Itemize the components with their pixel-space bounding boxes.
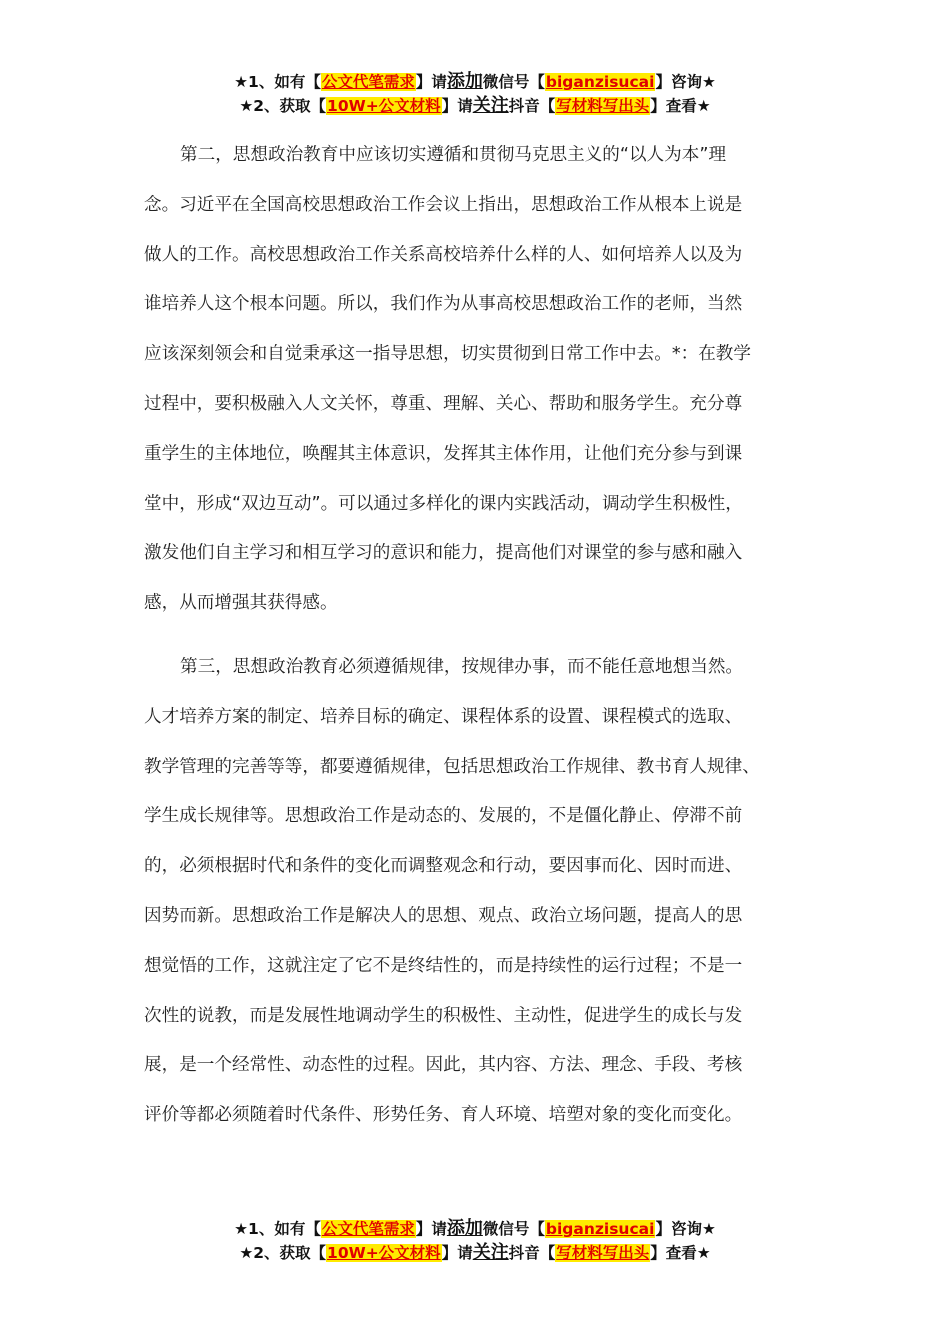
banner-line-1: [0, 1217, 950, 1241]
highlight-service: 公文代笔需求: [321, 1220, 415, 1238]
banner-text: 】咨询★: [655, 73, 716, 91]
banner-text: 抖音【: [508, 1244, 556, 1262]
banner-text: 】请: [415, 73, 447, 91]
emphasis-text: 添加: [446, 1218, 483, 1239]
text-line: 学生成长规律等。思想政治工作是动态的、发展的，不是僵化静止、停滞不前: [144, 806, 743, 827]
highlight-materials: 10W+公文材料: [327, 97, 441, 115]
footer-banner: [0, 1217, 950, 1265]
document-body: [144, 131, 834, 1141]
banner-text: 】请: [441, 1244, 473, 1262]
text-line: 评价等都必须随着时代条件、形势任务、育人环境、培塑对象的变化而变化。: [144, 1105, 743, 1126]
text-line: 应该深刻领会和自觉秉承这一指导思想，切实贯彻到日常工作中去。*：在教学: [144, 344, 751, 365]
banner-line-2: [0, 94, 950, 118]
text-line: 感，从而增强其获得感。: [144, 593, 338, 614]
header-banner: [0, 70, 950, 118]
text-line: 人才培养方案的制定、培养目标的确定、课程体系的设置、课程模式的选取、: [144, 706, 743, 727]
banner-text: ★1、如有【: [234, 73, 321, 91]
banner-text: 】查看★: [650, 97, 711, 115]
banner-line-1: [0, 70, 950, 94]
text-line: 因势而新。思想政治工作是解决人的思想、观点、政治立场问题，提高人的思: [144, 905, 743, 926]
banner-text: 】咨询★: [655, 1220, 716, 1238]
highlight-service: 公文代笔需求: [321, 73, 415, 91]
text-line: 次性的说教，而是发展性地调动学生的积极性、主动性，促进学生的成长与发: [144, 1005, 743, 1026]
highlight-wechat-id: biganzisucai: [545, 73, 655, 91]
highlight-wechat-id: biganzisucai: [545, 1220, 655, 1238]
banner-text: ★1、如有【: [234, 1220, 321, 1238]
text-line: 展，是一个经常性、动态性的过程。因此，其内容、方法、理念、手段、考核: [144, 1055, 743, 1076]
text-line: 重学生的主体地位，唤醒其主体意识，发挥其主体作用，让他们充分参与到课: [144, 443, 743, 464]
text-line: 做人的工作。高校思想政治工作关系高校培养什么样的人、如何培养人以及为: [144, 244, 743, 265]
text-line: 第三，思想政治教育必须遵循规律，按规律办事，而不能任意地想当然。: [180, 656, 744, 677]
emphasis-text: 添加: [446, 71, 483, 92]
paragraph-2: [144, 131, 834, 629]
banner-line-2: [0, 1241, 950, 1265]
text-line: 谁培养人这个根本问题。所以，我们作为从事高校思想政治工作的老师，当然: [144, 294, 743, 315]
banner-text: 】请: [441, 97, 473, 115]
banner-text: 】请: [415, 1220, 447, 1238]
highlight-douyin-account: 写材料写出头: [556, 97, 650, 115]
text-line: 第二，思想政治教育中应该切实遵循和贯彻马克思主义的“以人为本”理: [180, 145, 727, 165]
banner-text: 微信号【: [482, 1220, 545, 1238]
emphasis-text: 关注: [472, 1242, 509, 1263]
banner-text: 】查看★: [650, 1244, 711, 1262]
text-line: 激发他们自主学习和相互学习的意识和能力，提高他们对课堂的参与感和融入: [144, 543, 743, 564]
emphasis-text: 关注: [472, 95, 509, 116]
banner-text: ★2、获取【: [239, 97, 327, 115]
text-line: 念。习近平在全国高校思想政治工作会议上指出，思想政治工作从根本上说是: [144, 194, 743, 215]
text-line: 教学管理的完善等等，都要遵循规律，包括思想政治工作规律、教书育人规律、: [144, 756, 760, 777]
text-line: 想觉悟的工作，这就注定了它不是终结性的，而是持续性的运行过程；不是一: [144, 955, 743, 976]
text-line: 的，必须根据时代和条件的变化而调整观念和行动，要因事而化、因时而进、: [144, 856, 743, 877]
banner-text: 微信号【: [482, 73, 545, 91]
highlight-materials: 10W+公文材料: [327, 1244, 441, 1262]
text-line: 过程中，要积极融入人文关怀，尊重、理解、关心、帮助和服务学生。充分尊: [144, 393, 743, 414]
banner-text: 抖音【: [508, 97, 556, 115]
highlight-douyin-account: 写材料写出头: [556, 1244, 650, 1262]
banner-text: ★2、获取【: [239, 1244, 327, 1262]
paragraph-3: [144, 643, 834, 1141]
text-line: 堂中，形成“双边互动”。可以通过多样化的课内实践活动，调动学生积极性，: [144, 493, 743, 514]
